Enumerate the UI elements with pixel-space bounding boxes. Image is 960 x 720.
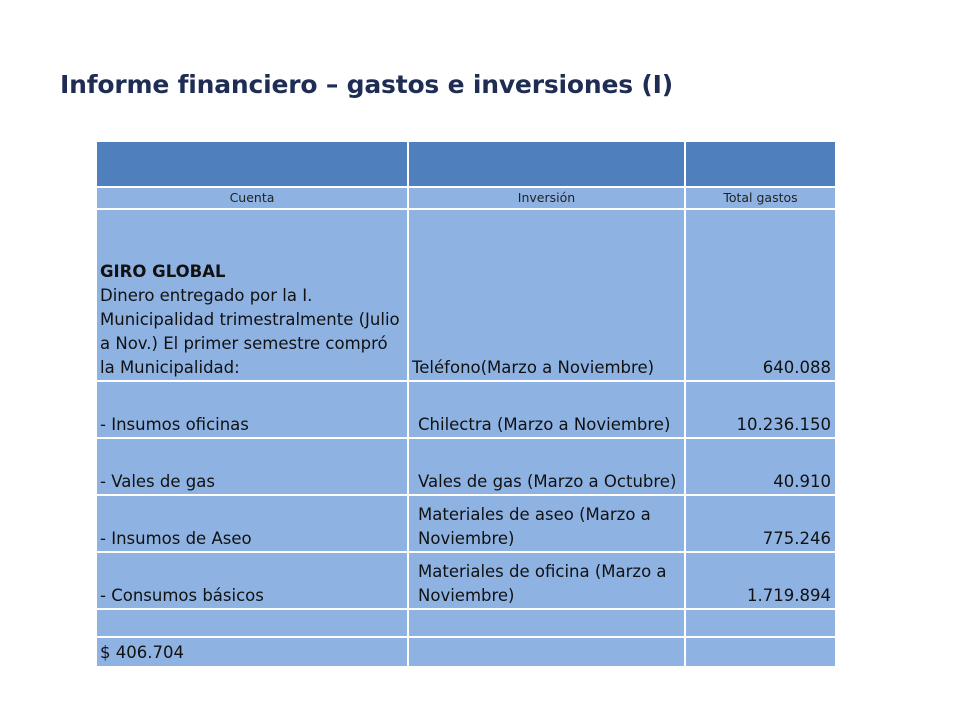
inversion-text: Vales de gas (Marzo a Octubre) [418,472,677,491]
table-top-band [96,141,836,187]
inversion-cell: Teléfono(Marzo a Noviembre) [408,209,685,381]
total-cell: 10.236.150 [685,381,836,438]
footer-total-cell: $ 406.704 [96,637,408,667]
total-cell: 1.719.894 [685,552,836,609]
table-row [96,552,836,609]
empty-cell [408,609,685,637]
cuenta-cell: - Consumos básicos [96,552,408,609]
financial-table [95,140,837,668]
total-row [96,637,836,667]
table-row [96,438,836,495]
total-cell: 640.088 [685,209,836,381]
header-total-gastos: Total gastos [685,187,836,209]
header-inversion: Inversión [408,187,685,209]
table-row [96,495,836,552]
table-row [96,381,836,438]
inversion-cell [408,552,685,609]
table-row [96,209,836,381]
inversion-text: Materiales de aseo (Marzo a Noviembre) [418,505,651,548]
inversion-cell [408,495,685,552]
empty-cell [96,609,408,637]
cuenta-cell: - Vales de gas [96,438,408,495]
empty-cell [685,637,836,667]
page-title: Informe financiero – gastos e inversiones (I) [60,70,673,99]
giro-global-cell [96,209,408,381]
inversion-cell [408,438,685,495]
empty-cell [685,609,836,637]
top-cell [408,141,685,187]
inversion-text: Chilectra (Marzo a Noviembre) [418,415,671,434]
header-cuenta: Cuenta [96,187,408,209]
giro-global-text: Dinero entregado por la I. Municipalidad trimestralmente (Julio a Nov.) El primer semestre compró la Municipalidad: [100,286,400,377]
total-cell: 775.246 [685,495,836,552]
inversion-text: Materiales de oficina (Marzo a Noviembre) [418,562,667,605]
total-cell: 40.910 [685,438,836,495]
top-cell [685,141,836,187]
top-cell [96,141,408,187]
giro-global-heading: GIRO GLOBAL [100,262,226,281]
table-header-row [96,187,836,209]
empty-cell [408,637,685,667]
cuenta-cell: - Insumos oficinas [96,381,408,438]
blank-row [96,609,836,637]
cuenta-cell: - Insumos de Aseo [96,495,408,552]
inversion-cell [408,381,685,438]
